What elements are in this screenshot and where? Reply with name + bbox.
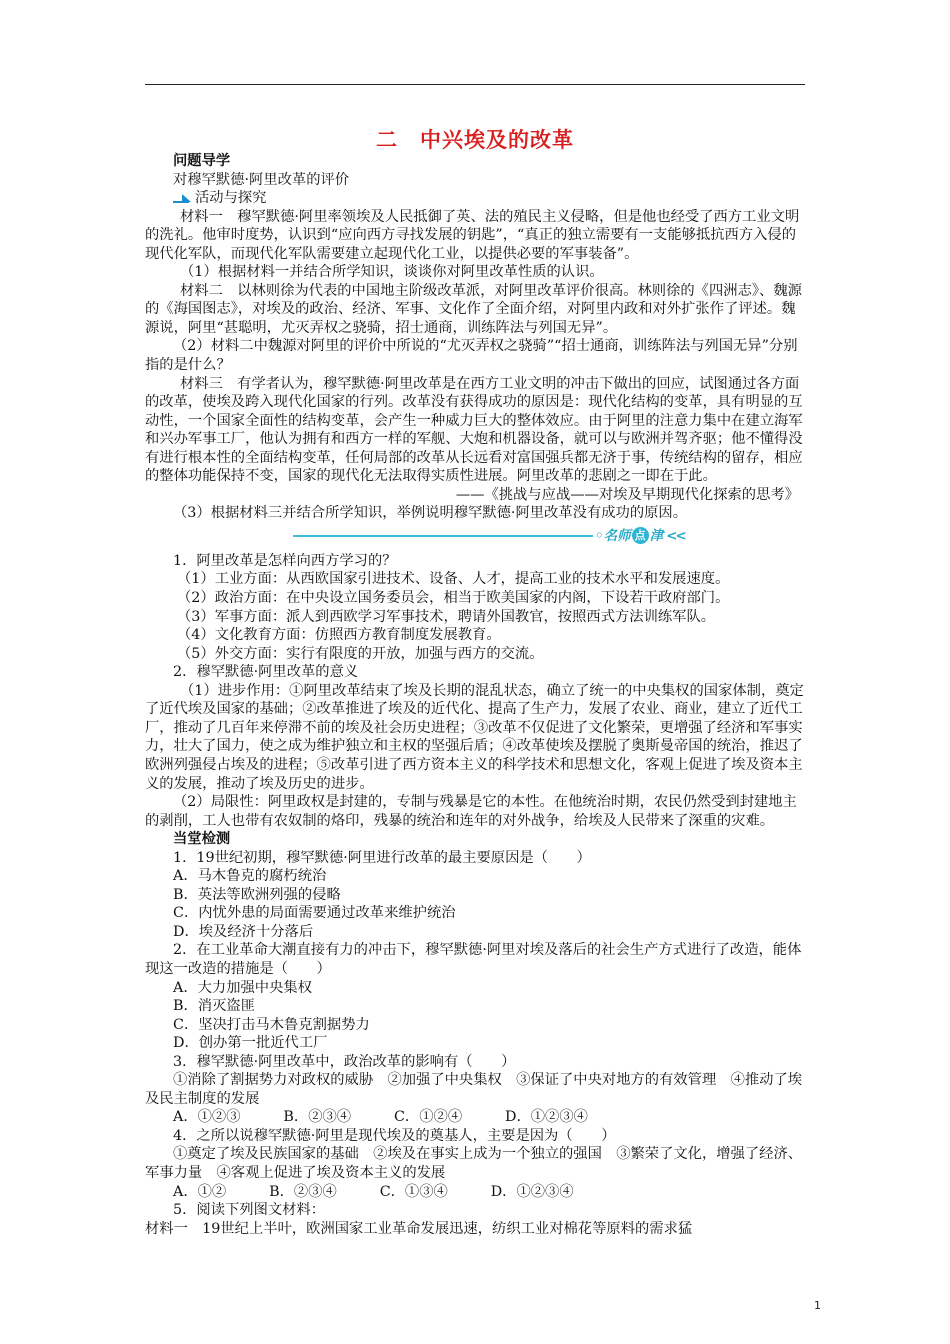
tip-label-right: 津 [649,527,664,544]
material-1: 材料一 穆罕默德·阿里率领埃及人民抵御了英、法的殖民主义侵略，但是他也经受了西方工业文明的洗礼。他审时度势，认识到“应向西方寻找发展的钥匙”，“真正的独立需要有一支能够抵抗西方入侵的现代化军队，而现代化军队需要建立起现代化工业，以提供必要的军事装备”。 [145,208,800,262]
note-1-item: （2）政治方面：在中央设立国务委员会，相当于欧美国家的内阁，下设若干政府部门。 [177,590,730,607]
note-2-heading: 2．穆罕默德·阿里改革的意义 [173,664,359,681]
quiz-option: D．埃及经济十分落后 [173,923,314,940]
activity-line [145,189,807,208]
note-2-limits: （2）局限性：阿里政权是封建的，专制与残暴是它的本性。在他统治时期，农民仍然受到封建地主的剥削，工人也带有农奴制的烙印，残暴的统治和连年的对外战争，给埃及人民带来了深重的灾难。 [145,794,797,829]
note-1-item: （4）文化教育方面：仿照西方教育制度发展教育。 [177,627,501,644]
tip-label-left: 名师 [603,527,631,544]
material-2: 材料二 以林则徐为代表的中国地主阶级改革派，对阿里改革评价很高。林则徐的《四洲志》、魏源的《海国图志》，对埃及的政治、经济、军事、文化作了全面介绍，对阿里内政和对外扩张作了评述。魏源说，阿里“甚聪明，尤灭弄权之骁骑，招士通商，训练阵法与列国无异”。 [145,282,802,336]
quiz-material-5: 材料一 19世纪上半叶，欧洲国家工业革命发展迅速，纺织工业对棉花等原料的需求猛 [145,1220,693,1237]
note-2-progress: （1）进步作用：①阿里改革结束了埃及长期的混乱状态，确立了统一的中央集权的国家体制，奠定了近代埃及国家的基础；②改革推进了埃及的近代化、提高了生产力，发展了农业、商业，建立了近代工厂，推动了几百年来停滞不前的埃及社会历史进程；③改革不仅促进了文化繁荣，更增强了经济和军事实力，壮大了国力，使之成为维护独立和主权的坚强后盾；④改革使埃及摆脱了奥斯曼帝国的统治，推迟了欧洲列强侵占埃及的进程；⑤改革引进了西方资本主义的科学技术和思想文化，客观上促进了埃及资本主义的发展，推动了埃及历史的进步。 [145,682,804,792]
question-1: （1）根据材料一并结合所学知识，谈谈你对阿里改革性质的认识。 [180,264,604,281]
tip-point-icon: 点 [632,527,649,544]
header-rule [145,84,805,85]
quiz-question-2: 2．在工业革命大潮直接有力的冲击下，穆罕默德·阿里对埃及落后的社会生产方式进行了改造，能体现这一改造的措施是（ ） [145,942,802,977]
quiz-question-3: 3．穆罕默德·阿里改革中，政治改革的影响有（ ） [173,1053,516,1070]
quiz-question-4: 4．之所以说穆罕默德·阿里是现代埃及的奠基人，主要是因为（ ） [173,1127,616,1144]
quiz-options-4: A．①② B．②③④ C．①③④ D．①②③④ [173,1183,574,1200]
page-title: 二 中兴埃及的改革 [376,128,574,152]
note-1-item: （3）军事方面：派人到西欧学习军事技术，聘请外国教官，按照西式方法训练军队。 [177,608,716,625]
guide-heading: 问题导学 [173,153,231,169]
quiz-statements-4: ①奠定了埃及民族国家的基础 ②埃及在事实上成为一个独立的强国 ③繁荣了文化，增强了经济、军事力量 ④客观上促进了埃及资本主义的发展 [145,1146,803,1181]
document-body [145,152,807,1238]
tip-dot-icon: ◦ [595,527,604,544]
tip-divider [145,525,807,547]
note-1-heading: 1．阿里改革是怎样向西方学习的？ [173,552,397,569]
quiz-question-1: 1．19世纪初期，穆罕默德·阿里进行改革的最主要原因是（ ） [173,849,591,866]
quiz-option: C．坚决打击马木鲁克割据势力 [173,1016,370,1033]
arrow-right-icon [173,192,193,204]
question-2: （2）材料二中魏源对阿里的评价中所说的“尤灭弄权之骁骑”“招士通商，训练阵法与列国无异”分别指的是什么？ [145,338,798,374]
quiz-statements-3: ①消除了割据势力对政权的威胁 ②加强了中央集权 ③保证了中央对地方的有效管理 ④推动了埃及民主制度的发展 [145,1072,803,1107]
note-1-item: （1）工业方面：从西欧国家引进技术、设备、人才，提高工业的技术水平和发展速度。 [177,571,730,588]
guide-topic: 对穆罕默德·阿里改革的评价 [173,171,350,188]
note-1-item: （5）外交方面：实行有限度的开放，加强与西方的交流。 [177,645,544,662]
quiz-heading: 当堂检测 [173,831,231,848]
quiz-option: D．创办第一批近代工厂 [173,1035,328,1052]
quiz-option: B．英法等欧洲列强的侵略 [173,886,341,903]
quiz-options-3: A．①②③ B．②③④ C．①②④ D．①②③④ [173,1109,588,1126]
question-3: （3）根据材料三并结合所学知识，举例说明穆罕默德·阿里改革没有成功的原因。 [173,505,688,522]
material-3: 材料三 有学者认为，穆罕默德·阿里改革是在西方工业文明的冲击下做出的回应，试图通过各方面的改革，使埃及跨入现代化国家的行列。改革没有获得成功的原因是：现代化结构的变革，具有明显的互动性，一个国家全面性的结构变革，会产生一种威力巨大的整体效应。由于阿里的注意力集中在建立海军和兴办军事工厂，他认为拥有和西方一样的军舰、大炮和机器设备，就可以与欧洲并驾齐驱；他不懂得没有进行根本性的全面结构变革，任何局部的改革从长远看对富国强兵都无济于事，传统结构的留存，相应的整体功能保持不变，国家的现代化无法取得实质性进展。阿里改革的悲剧之一即在于此。 [145,375,803,485]
quiz-option: B．消灭盗匪 [173,998,255,1015]
tip-line [293,535,593,537]
material-3-source: ——《挑战与应战——对埃及早期现代化探索的思考》 [455,486,799,503]
quiz-option: A．马木鲁克的腐朽统治 [173,868,327,885]
page-number: 1 [814,1299,821,1312]
tip-tail-icon: << [666,527,685,544]
activity-label: 活动与探究 [195,190,267,207]
quiz-question-5: 5．阅读下列图文材料： [173,1202,326,1219]
tip-badge [595,527,685,546]
quiz-option: C．内忧外患的局面需要通过改革来维护统治 [173,905,456,922]
quiz-option: A．大力加强中央集权 [173,979,312,996]
